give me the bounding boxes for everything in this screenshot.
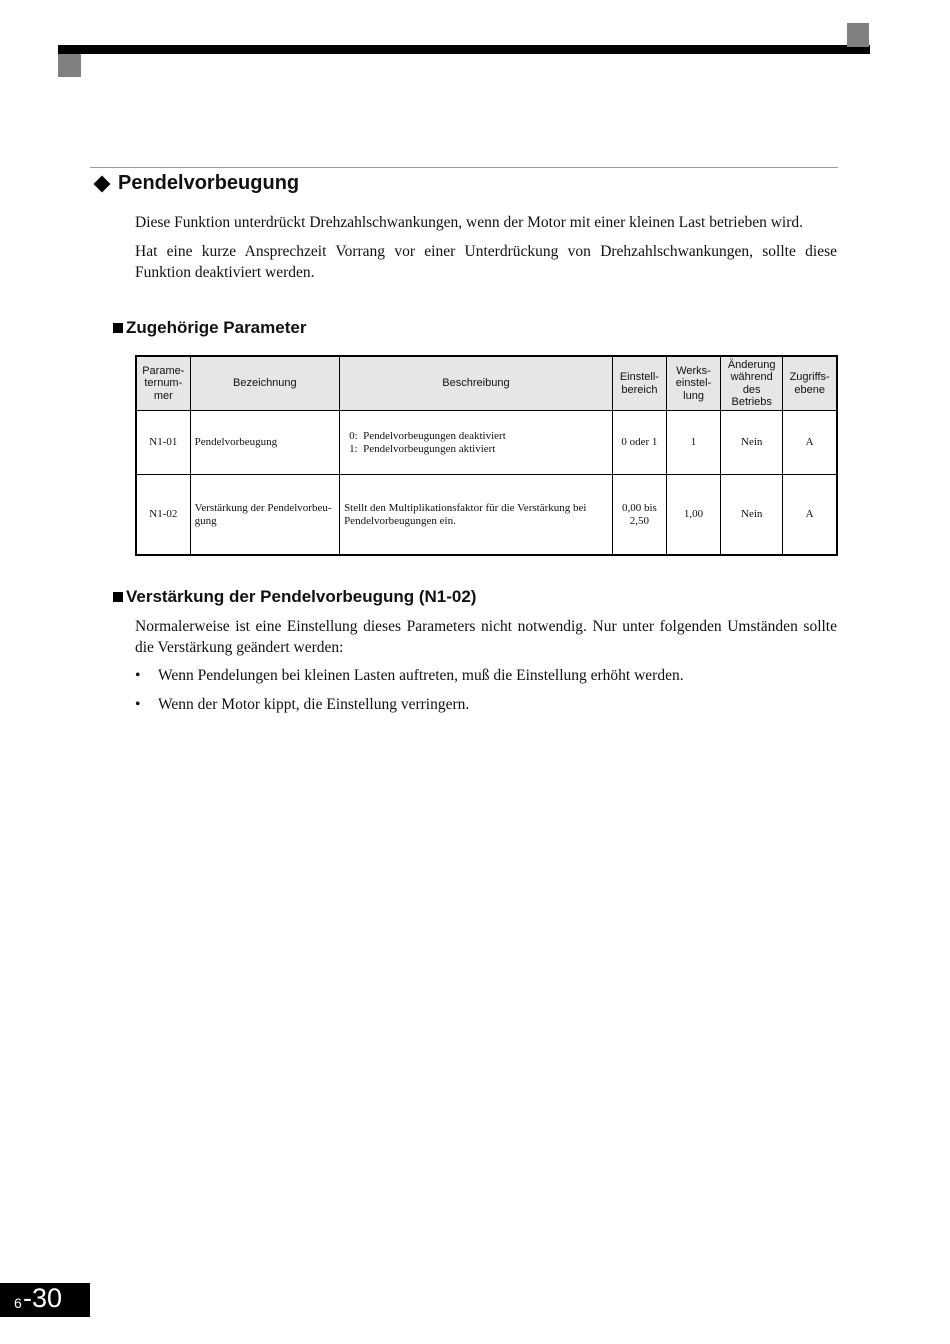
bullet-dot-icon: • (135, 696, 141, 713)
header-range: Einstell- bereich (612, 356, 666, 411)
header-description: Beschreibung (340, 356, 613, 411)
table-row (136, 475, 837, 556)
cell-access: A (783, 411, 837, 475)
header-default: Werks- einstel- lung (666, 356, 720, 411)
subheading-title: Verstärkung der Pendelvorbeugung (N1-02) (126, 587, 477, 606)
section-rule (90, 167, 838, 168)
cell-change: Nein (721, 411, 783, 475)
intro-paragraph-1: Diese Funktion unterdrückt Drehzahlschwankungen, wenn der Motor mit einer kleinen Last betrieben wird. (135, 214, 804, 231)
cell-description: Stellt den Multiplikationsfaktor für die Verstärkung bei Pendelvorbeugungen ein. (340, 475, 613, 556)
parameter-table (135, 355, 838, 556)
list-item-text: Wenn der Motor kippt, die Einstellung verringern. (158, 696, 470, 713)
cell-description (340, 411, 613, 475)
corner-marker-top-right (847, 23, 869, 47)
list-item-text: Wenn Pendelungen bei kleinen Lasten auftreten, muß die Einstellung erhöht werden. (158, 667, 684, 684)
cell-name: Pendelvorbeugung (190, 411, 339, 475)
diamond-bullet-icon (94, 175, 111, 192)
cell-number: N1-01 (136, 411, 190, 475)
description-line: 0: Pendelvorbeugungen deaktiviert (349, 429, 506, 442)
page-number: -30 (23, 1283, 63, 1313)
section-heading (92, 172, 299, 195)
cell-range: 0 oder 1 (612, 411, 666, 475)
bullet-dot-icon: • (135, 667, 141, 684)
cell-change: Nein (721, 475, 783, 556)
cell-range: 0,00 bis 2,50 (612, 475, 666, 556)
table-header-row (136, 356, 837, 411)
header-number: Parame- ternum- mer (136, 356, 190, 411)
page-number-tab (0, 1283, 90, 1317)
subheading-related-parameters (113, 318, 306, 338)
list-item (135, 665, 837, 686)
cell-name: Verstärkung der Pendelvorbeu- gung (190, 475, 339, 556)
gain-paragraph: Normalerweise ist eine Einstellung dieses Parameters nicht notwendig. Nur unter folgenden Umständen sollte die Verstärkung geändert werden: (135, 618, 837, 656)
chapter-number: 6 (14, 1295, 22, 1311)
square-bullet-icon (113, 592, 123, 602)
square-bullet-icon (113, 323, 123, 333)
section-title: Pendelvorbeugung (118, 172, 300, 194)
header-bar (58, 45, 870, 54)
cell-number: N1-02 (136, 475, 190, 556)
table-row (136, 411, 837, 475)
subheading-title: Zugehörige Parameter (126, 318, 307, 337)
gain-bullet-list (135, 665, 837, 723)
cell-default: 1,00 (666, 475, 720, 556)
cell-access: A (783, 475, 837, 556)
cell-default: 1 (666, 411, 720, 475)
list-item (135, 694, 837, 715)
subheading-gain (113, 587, 476, 607)
header-name: Bezeichnung (190, 356, 339, 411)
intro-paragraph-2: Hat eine kurze Ansprechzeit Vorrang vor einer Unterdrückung von Drehzahlschwankungen, sollte diese Funktion deaktiviert werden. (135, 243, 837, 281)
header-change-during-operation: Änderung während des Betriebs (721, 356, 783, 411)
header-access-level: Zugriffs- ebene (783, 356, 837, 411)
description-line: 1: Pendelvorbeugungen aktiviert (349, 442, 496, 455)
corner-marker-top-left (58, 54, 81, 77)
